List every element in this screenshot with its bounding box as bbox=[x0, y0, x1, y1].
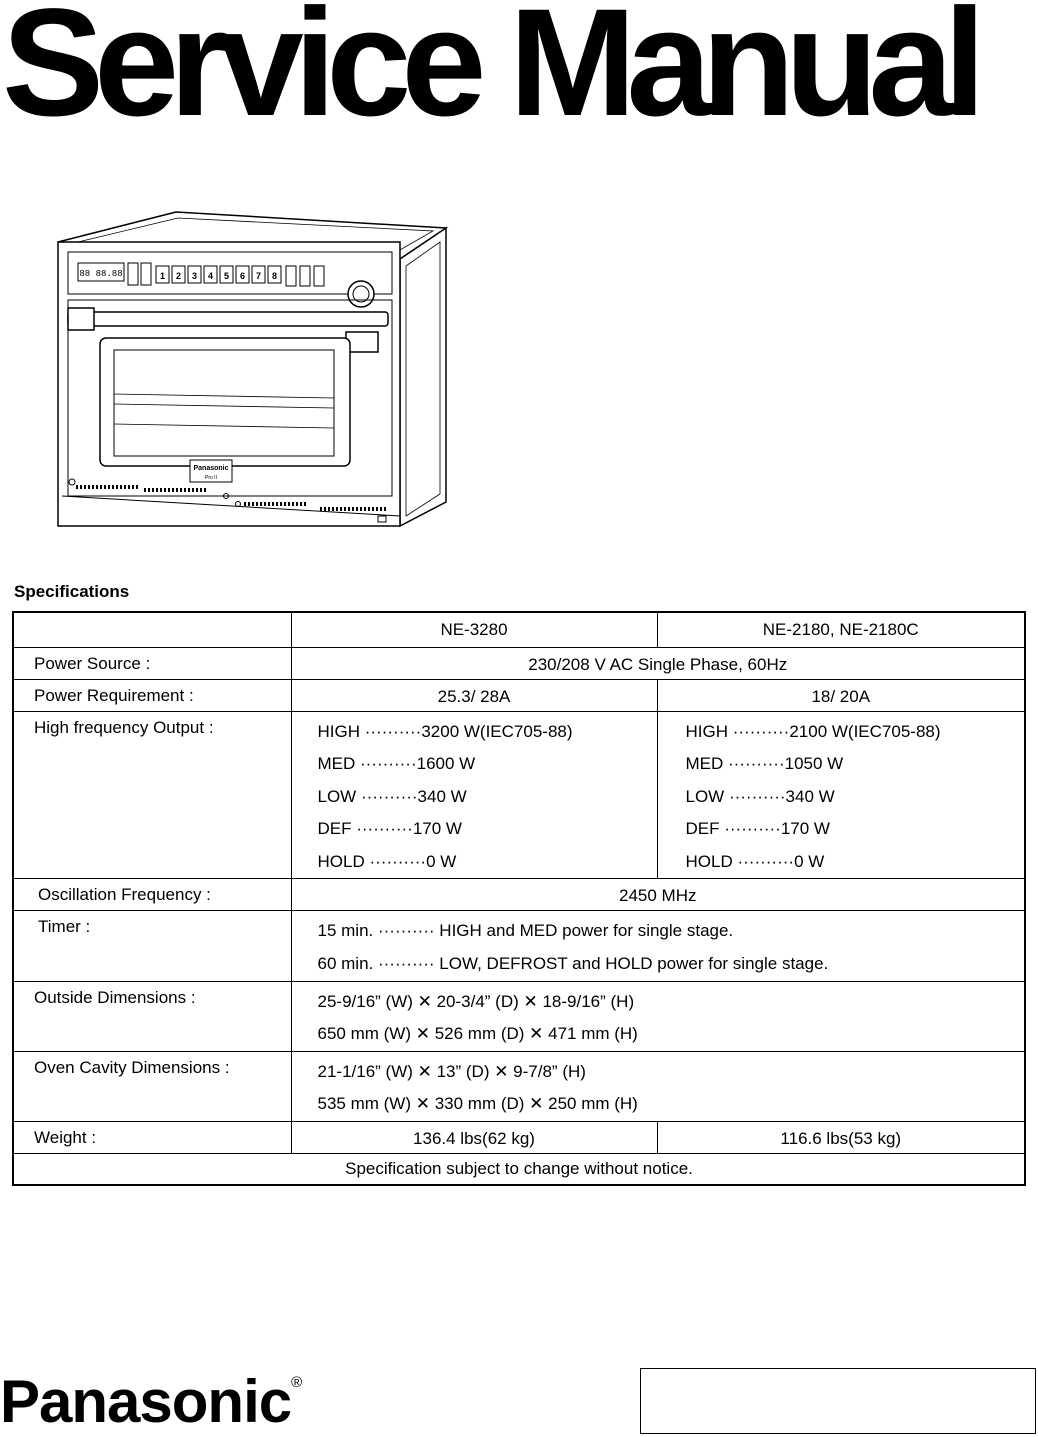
weight-label: Weight : bbox=[13, 1122, 291, 1154]
hf-output-line: MED ··········1600 W bbox=[317, 754, 476, 774]
display-digits: 88 88.88 bbox=[79, 269, 123, 279]
table-row-hf-output bbox=[13, 711, 1025, 879]
page-title: Service Manual bbox=[2, 0, 977, 148]
power-requirement-label: Power Requirement : bbox=[13, 679, 291, 711]
hf-output-line: HOLD ··········0 W bbox=[317, 851, 457, 871]
specifications-heading: Specifications bbox=[14, 582, 130, 601]
keypad-key-6: 6 bbox=[239, 271, 246, 281]
brand-name: Panasonic bbox=[0, 1368, 292, 1435]
hf-output-line: LOW ··········340 W bbox=[685, 786, 835, 806]
table-row-power-source bbox=[13, 647, 1025, 679]
hf-output-line: HIGH ··········3200 W(IEC705-88) bbox=[317, 721, 573, 741]
power-requirement-ne2180: 18/ 20A bbox=[657, 679, 1025, 711]
outside-dimensions-line: 650 mm (W) ✕ 526 mm (D) ✕ 471 mm (H) bbox=[317, 1024, 638, 1044]
table-corner-cell bbox=[13, 612, 291, 647]
hf-output-line: LOW ··········340 W bbox=[317, 786, 467, 806]
model-header-ne3280: NE-3280 bbox=[291, 612, 657, 647]
oscillation-label: Oscillation Frequency : bbox=[13, 879, 291, 911]
panasonic-logo bbox=[0, 1368, 302, 1435]
table-row-footnote bbox=[13, 1154, 1025, 1185]
timer-line: 60 min. ·········· LOW, DEFROST and HOLD power for single stage. bbox=[317, 954, 829, 974]
table-row-models bbox=[13, 612, 1025, 647]
hf-output-ne2180 bbox=[657, 711, 1025, 879]
weight-ne3280: 136.4 lbs(62 kg) bbox=[291, 1122, 657, 1154]
keypad-key-3: 3 bbox=[191, 271, 198, 281]
keypad-key-1: 1 bbox=[159, 271, 166, 281]
door-window bbox=[100, 338, 350, 466]
power-source-label: Power Source : bbox=[13, 647, 291, 679]
door-handle bbox=[68, 312, 388, 326]
keypad-key-7: 7 bbox=[255, 271, 262, 281]
keypad-key-2: 2 bbox=[175, 271, 182, 281]
table-row-weight bbox=[13, 1122, 1025, 1154]
table-row-timer bbox=[13, 911, 1025, 981]
hf-output-line: DEF ··········170 W bbox=[317, 819, 462, 839]
info-box bbox=[640, 1368, 1036, 1434]
outside-dimensions-line: 25-9/16” (W) ✕ 20-3/4” (D) ✕ 18-9/16” (H) bbox=[317, 991, 635, 1011]
power-requirement-ne3280: 25.3/ 28A bbox=[291, 679, 657, 711]
registered-mark: ® bbox=[291, 1374, 302, 1391]
hf-output-line: MED ··········1050 W bbox=[685, 754, 844, 774]
hf-output-line: DEF ··········170 W bbox=[685, 819, 830, 839]
hf-output-line: HIGH ··········2100 W(IEC705-88) bbox=[685, 721, 941, 741]
timer-value bbox=[291, 911, 1025, 981]
hf-output-line: HOLD ··········0 W bbox=[685, 851, 825, 871]
oscillation-value: 2450 MHz bbox=[291, 879, 1025, 911]
outside-dimensions-label: Outside Dimensions : bbox=[13, 981, 291, 1051]
table-row-cavity-dimensions bbox=[13, 1051, 1025, 1121]
cavity-dimensions-value bbox=[291, 1051, 1025, 1121]
keypad-key-5: 5 bbox=[223, 271, 230, 281]
model-header-ne2180: NE-2180, NE-2180C bbox=[657, 612, 1025, 647]
specifications-table bbox=[12, 611, 1026, 1186]
keypad-key-4: 4 bbox=[207, 271, 214, 281]
cavity-dimensions-label: Oven Cavity Dimensions : bbox=[13, 1051, 291, 1121]
hf-output-label: High frequency Output : bbox=[13, 711, 291, 879]
weight-ne2180: 116.6 lbs(53 kg) bbox=[657, 1122, 1025, 1154]
outside-dimensions-value bbox=[291, 981, 1025, 1051]
microwave-oven-illustration bbox=[48, 204, 458, 534]
badge-brand-text: Panasonic bbox=[193, 465, 229, 472]
timer-line: 15 min. ·········· HIGH and MED power for single stage. bbox=[317, 921, 734, 941]
table-row-power-requirement bbox=[13, 679, 1025, 711]
cavity-dimensions-line: 21-1/16” (W) ✕ 13” (D) ✕ 9-7/8” (H) bbox=[317, 1061, 586, 1081]
timer-label: Timer : bbox=[13, 911, 291, 981]
dial-knob bbox=[348, 281, 374, 307]
badge-sub-text: Pro II bbox=[205, 475, 217, 481]
spec-footnote: Specification subject to change without notice. bbox=[13, 1154, 1025, 1185]
table-row-oscillation bbox=[13, 879, 1025, 911]
hf-output-ne3280 bbox=[291, 711, 657, 879]
power-source-value: 230/208 V AC Single Phase, 60Hz bbox=[291, 647, 1025, 679]
keypad-key-8: 8 bbox=[271, 271, 278, 281]
cavity-dimensions-line: 535 mm (W) ✕ 330 mm (D) ✕ 250 mm (H) bbox=[317, 1094, 638, 1114]
table-row-outside-dimensions bbox=[13, 981, 1025, 1051]
